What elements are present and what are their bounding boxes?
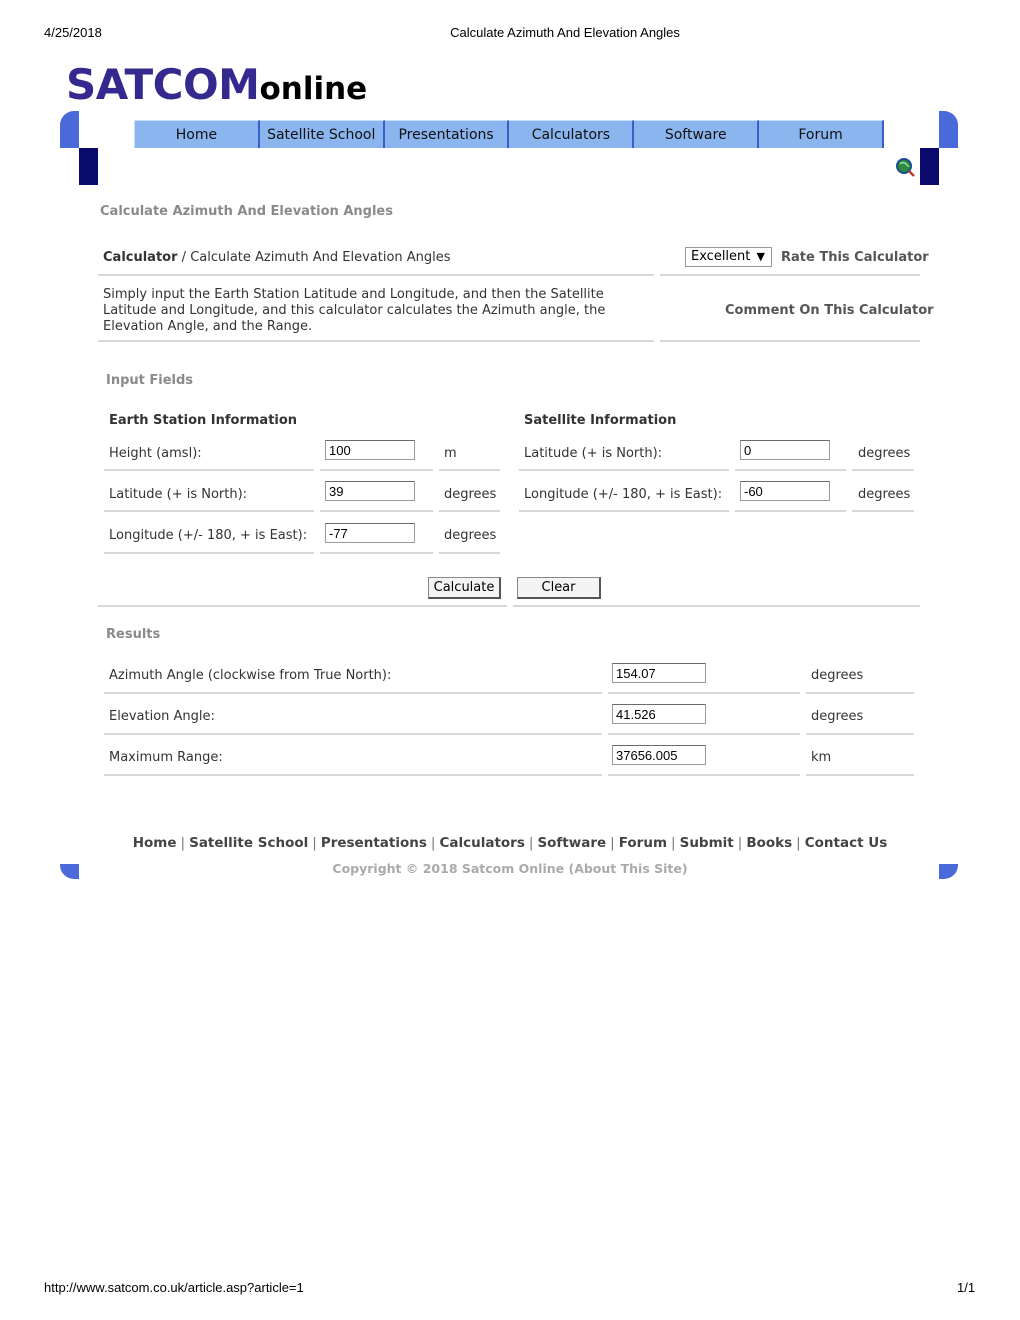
satellite-latitude-input[interactable] xyxy=(740,440,830,460)
logo-bold-text: SATCOM xyxy=(66,60,260,109)
print-date: 4/25/2018 xyxy=(44,25,102,40)
divider xyxy=(104,774,602,776)
breadcrumb-root[interactable]: Calculator xyxy=(103,250,178,265)
divider xyxy=(98,340,654,342)
satellite-longitude-unit: degrees xyxy=(858,487,911,502)
print-url: http://www.satcom.co.uk/article.asp?article=1 xyxy=(44,1280,304,1295)
divider xyxy=(519,510,729,512)
divider xyxy=(519,469,729,471)
earth-station-title: Earth Station Information xyxy=(109,413,298,428)
footer-separator: | xyxy=(180,835,186,851)
divider xyxy=(660,340,920,342)
earth-longitude-unit: degrees xyxy=(444,528,497,543)
divider xyxy=(439,552,500,554)
divider xyxy=(320,469,433,471)
divider xyxy=(439,469,500,471)
divider xyxy=(513,605,920,607)
nav-presentations[interactable]: Presentations xyxy=(385,120,510,148)
divider xyxy=(320,510,433,512)
divider xyxy=(852,510,914,512)
range-unit: km xyxy=(811,750,832,765)
footer-links xyxy=(0,835,1020,851)
nav-home[interactable]: Home xyxy=(134,120,260,148)
divider xyxy=(98,605,507,607)
divider xyxy=(320,552,433,554)
divider xyxy=(608,774,800,776)
footer-link-home[interactable]: Home xyxy=(132,835,177,851)
azimuth-output[interactable] xyxy=(612,663,706,683)
elevation-label: Elevation Angle: xyxy=(109,709,215,724)
satellite-longitude-input[interactable] xyxy=(740,481,830,501)
calculator-description: Simply input the Earth Station Latitude and Longitude, and then the Satellite Latitude and Longitude, and this calculator calculates the Azimuth angle, the Elevation Angle, and the Range. xyxy=(103,287,606,334)
earth-longitude-input[interactable] xyxy=(325,523,415,543)
divider xyxy=(852,469,914,471)
footer-link-software[interactable]: Software xyxy=(537,835,607,851)
earth-longitude-label: Longitude (+/- 180, + is East): xyxy=(109,528,308,543)
globe-search-icon[interactable] xyxy=(895,157,915,177)
copyright-text[interactable]: Copyright © 2018 Satcom Online (About This Site) xyxy=(332,861,688,876)
footer-separator: | xyxy=(610,835,615,851)
footer-separator: | xyxy=(737,835,743,851)
calculate-button[interactable]: Calculate xyxy=(428,577,501,599)
satcom-logo[interactable] xyxy=(66,60,367,109)
divider xyxy=(104,552,314,554)
print-title: Calculate Azimuth And Elevation Angles xyxy=(450,25,680,40)
footer-link-books[interactable]: Books xyxy=(746,835,793,851)
footer-separator: | xyxy=(312,835,317,851)
nav-calculators[interactable]: Calculators xyxy=(509,120,634,148)
page-title: Calculate Azimuth And Elevation Angles xyxy=(100,204,393,219)
earth-latitude-unit: degrees xyxy=(444,487,497,502)
footer-link-contact-us[interactable]: Contact Us xyxy=(804,835,888,851)
divider xyxy=(608,692,800,694)
divider xyxy=(98,274,654,276)
footer-separator: | xyxy=(528,835,534,851)
footer-separator: | xyxy=(671,835,676,851)
earth-height-input[interactable] xyxy=(325,440,415,460)
divider xyxy=(735,510,846,512)
divider xyxy=(806,733,914,735)
divider xyxy=(104,692,602,694)
footer-separator: | xyxy=(796,835,801,851)
azimuth-label: Azimuth Angle (clockwise from True North): xyxy=(109,668,392,683)
main-navigation xyxy=(134,120,884,148)
nav-forum[interactable]: Forum xyxy=(759,120,884,148)
footer-separator: | xyxy=(430,835,436,851)
earth-height-label: Height (amsl): xyxy=(109,446,202,461)
divider xyxy=(104,733,602,735)
breadcrumb-current: Calculate Azimuth And Elevation Angles xyxy=(190,250,451,265)
divider xyxy=(806,692,914,694)
input-fields-title: Input Fields xyxy=(106,373,194,388)
azimuth-unit: degrees xyxy=(811,668,864,683)
corner-decoration-top-left xyxy=(60,111,79,148)
breadcrumb xyxy=(103,250,451,265)
breadcrumb-separator: / xyxy=(181,250,187,265)
footer-link-calculators[interactable]: Calculators xyxy=(439,835,525,851)
nav-satellite-school[interactable]: Satellite School xyxy=(260,120,385,148)
satellite-longitude-label: Longitude (+/- 180, + is East): xyxy=(524,487,723,502)
footer-link-presentations[interactable]: Presentations xyxy=(320,835,427,851)
range-label: Maximum Range: xyxy=(109,750,223,765)
satellite-title: Satellite Information xyxy=(524,413,677,428)
rating-selected-value: Excellent xyxy=(691,249,751,264)
nav-software[interactable]: Software xyxy=(634,120,759,148)
logo-light-text: online xyxy=(259,71,368,107)
footer-link-submit[interactable]: Submit xyxy=(679,835,734,851)
footer-link-satellite-school[interactable]: Satellite School xyxy=(189,835,309,851)
divider xyxy=(104,469,314,471)
divider xyxy=(735,469,846,471)
results-title: Results xyxy=(106,627,161,642)
corner-decoration-left-navy xyxy=(79,148,98,185)
clear-button[interactable]: Clear xyxy=(517,577,601,599)
divider xyxy=(439,510,500,512)
comment-calculator-link[interactable]: Comment On This Calculator xyxy=(725,303,934,318)
corner-decoration-top-right xyxy=(939,111,958,148)
divider xyxy=(806,774,914,776)
rate-calculator-link[interactable]: Rate This Calculator xyxy=(781,250,929,265)
earth-height-unit: m xyxy=(444,446,457,461)
satellite-latitude-label: Latitude (+ is North): xyxy=(524,446,663,461)
divider xyxy=(608,733,800,735)
divider xyxy=(660,274,920,276)
dropdown-arrow-icon: ▼ xyxy=(756,250,765,263)
range-output[interactable] xyxy=(612,745,706,765)
earth-latitude-input[interactable] xyxy=(325,481,415,501)
elevation-output[interactable] xyxy=(612,704,706,724)
rating-select[interactable] xyxy=(685,247,772,267)
divider xyxy=(104,510,314,512)
elevation-unit: degrees xyxy=(811,709,864,724)
satellite-latitude-unit: degrees xyxy=(858,446,911,461)
earth-latitude-label: Latitude (+ is North): xyxy=(109,487,248,502)
footer-link-forum[interactable]: Forum xyxy=(618,835,668,851)
corner-decoration-right-navy xyxy=(920,148,939,185)
print-page-number: 1/1 xyxy=(957,1280,976,1295)
